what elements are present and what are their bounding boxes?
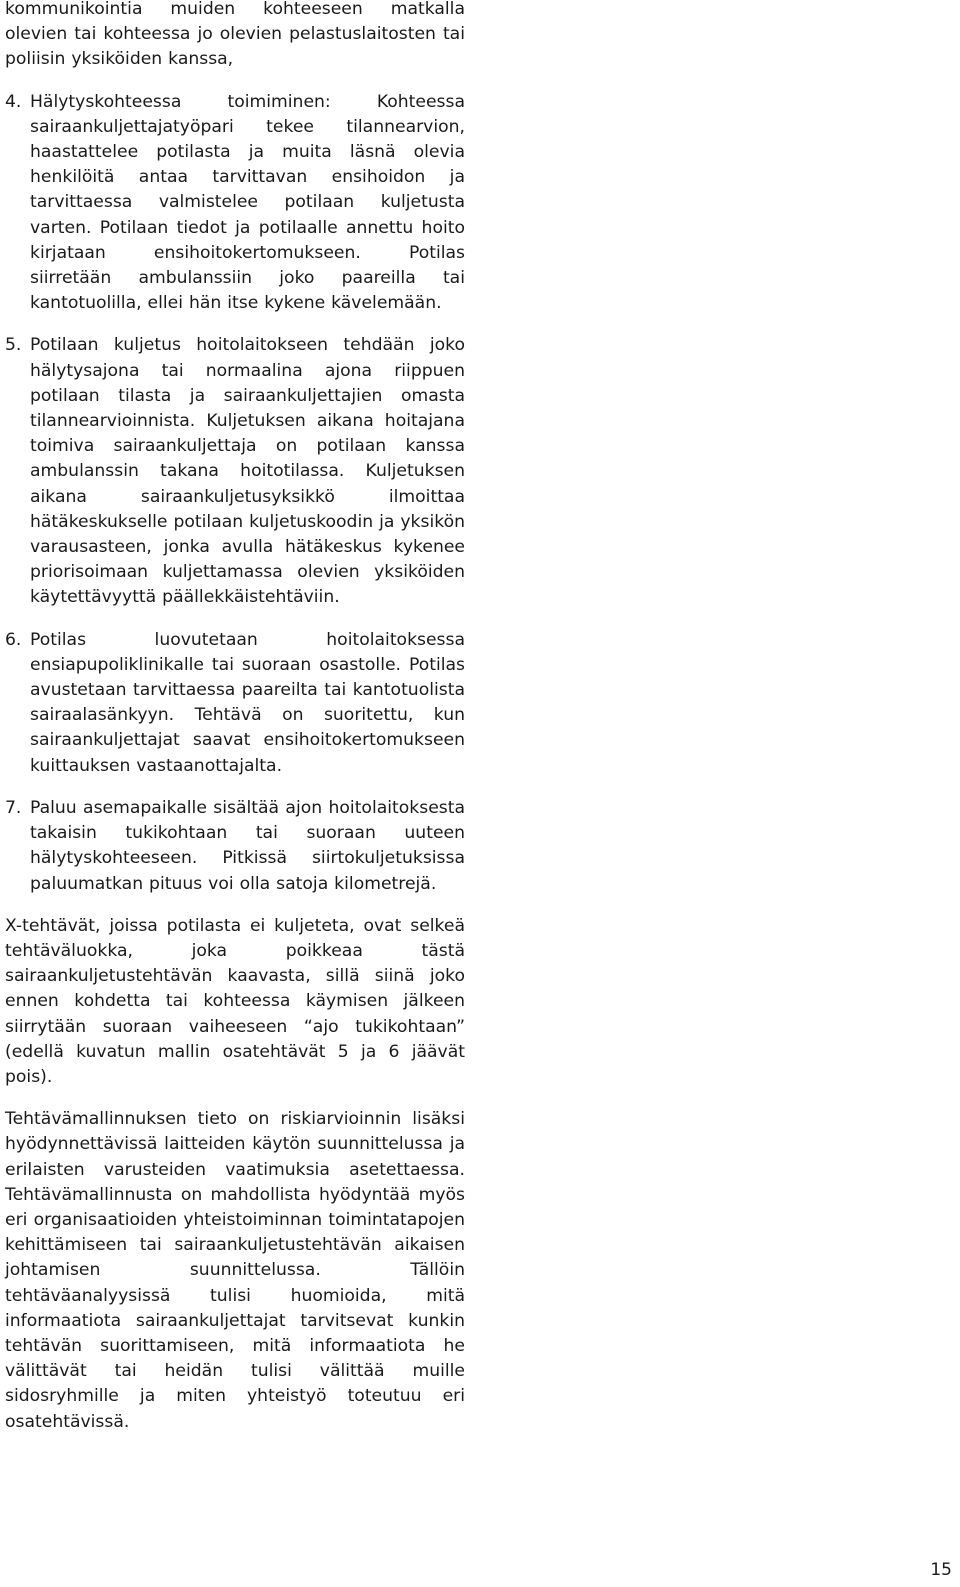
page-number: 15 — [930, 1560, 952, 1580]
list-number: 5. — [5, 335, 22, 356]
text-column — [5, 0, 465, 1452]
list-text: Hälytyskohteessa toimiminen: Kohteessa sairaankuljettajatyöpari tekee tilannearvion, haastattelee potilasta ja muita läsnä olevia henkilöitä antaa tarvittavan ensihoidon ja tarvittaessa valmistelee potilaan kuljetusta varten. Potilaan tiedot ja potilaalle annettu hoito kirjataan ensihoitokertomukseen. Potilas siirretään ambulanssiin joko paareilla tai kantotuolilla, ellei hän itse kykene kävelemään. — [30, 91, 465, 314]
list-text: Potilaan kuljetus hoitolaitokseen tehdään joko hälytysajona tai normaalina ajona riippuen potilaan tilasta ja sairaankuljettajien omasta tilannearvioinnista. Kuljetuksen aikana hoitajana toimiva sairaankuljettaja on potilaan kanssa ambulanssin takana hoitotilassa. Kuljetuksen aikana sairaankuljetusyksikkö ilmoittaa hätäkeskukselle potilaan kuljetuskoodin ja yksikön varausasteen, jonka avulla hätäkeskus kykenee priorisoimaan kuljettamassa olevien yksiköiden käytettävyyttä päällekkäistehtäviin. — [30, 335, 465, 608]
list-number: 6. — [5, 629, 22, 650]
list-text: Paluu asemapaikalle sisältää ajon hoitolaitoksesta takaisin tukikohtaan tai suoraan uuteen hälytyskohteeseen. Pitkissä siirtokuljetuksissa paluumatkan pituus voi olla satoja kilometrejä. — [30, 797, 465, 894]
list-item-7 — [5, 796, 465, 897]
body-paragraph: Tehtävämallinnuksen tieto on riskiarvioinnin lisäksi hyödynnettävissä laitteiden käytön suunnittelussa ja erilaisten varusteiden vaatimuksia asetettaessa. Tehtävämallinnusta on mahdollista hyödyntää myös eri organisaatioiden yhteistoiminnan toimintatapojen kehittämiseen tai sairaankuljetustehtävän aikaisen johtamisen suunnittelussa. Tällöin tehtäväanalyysissä tulisi huomioida, mitä informaatiota sairaankuljettajat tarvitsevat kunkin tehtävän suorittamiseen, mitä informaatiota he välittävät tai heidän tulisi välittää muille sidosryhmille ja miten yhteistyö toteutuu eri osatehtävissä. — [5, 1109, 465, 1432]
continuation-paragraph: kommunikointia muiden kohteeseen matkalla olevien tai kohteessa jo olevien pelastuslaitosten tai poliisin yksiköiden kanssa, — [5, 0, 465, 70]
list-item-6 — [5, 628, 465, 779]
body-paragraph: X-tehtävät, joissa potilasta ei kuljeteta, ovat selkeä tehtäväluokka, joka poikkeaa tästä sairaankuljetustehtävän kaavasta, sillä siinä joko ennen kohdetta tai kohteessa käymisen jälkeen siirrytään suoraan vaiheeseen “ajo tukikohtaan” (edellä kuvatun mallin osatehtävät 5 ja 6 jäävät pois). — [5, 915, 465, 1087]
list-number: 4. — [5, 91, 22, 112]
list-item-5 — [5, 333, 465, 610]
list-number: 7. — [5, 797, 22, 818]
list-item-4 — [5, 90, 465, 317]
list-text: Potilas luovutetaan hoitolaitoksessa ensiapupoliklinikalle tai suoraan osastolle. Potilas avustetaan tarvittaessa paareilta tai kantotuolista sairaalasänkyyn. Tehtävä on suoritettu, kun sairaankuljettajat saavat ensihoitokertomukseen kuittauksen vastaanottajalta. — [30, 629, 465, 776]
